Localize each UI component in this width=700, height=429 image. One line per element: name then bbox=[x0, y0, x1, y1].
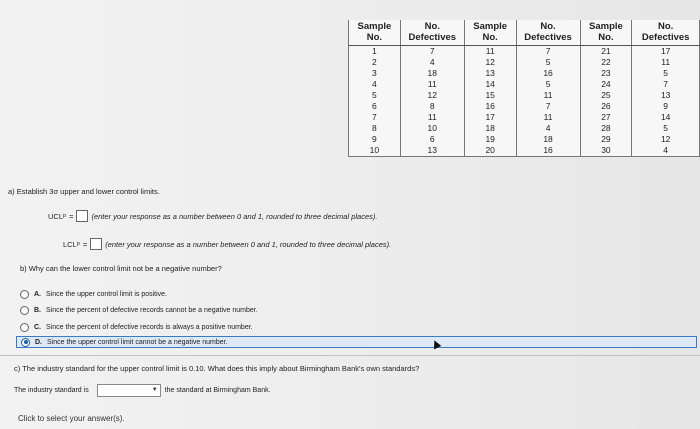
column-header: Sample No. bbox=[464, 20, 516, 46]
table-cell: 9 bbox=[349, 134, 401, 145]
table-cell: 6 bbox=[349, 101, 401, 112]
table-cell: 18 bbox=[543, 134, 553, 144]
ucl-row bbox=[48, 210, 377, 222]
option-text: Since the percent of defective records cannot be a negative number. bbox=[46, 306, 258, 314]
table-row bbox=[349, 101, 700, 112]
table-cell: 26 bbox=[580, 101, 632, 112]
table-row bbox=[349, 57, 700, 68]
table-cell: 12 bbox=[427, 90, 438, 100]
ucl-answer-input[interactable] bbox=[76, 210, 88, 222]
table-cell: 5 bbox=[545, 79, 551, 89]
table-cell: 5 bbox=[632, 123, 700, 134]
ucl-hint: (enter your response as a number between 0 and 1, rounded to three decimal places). bbox=[91, 211, 378, 221]
table-header-row bbox=[349, 20, 700, 46]
option-text: Since the percent of defective records is always a positive number. bbox=[46, 323, 253, 331]
table-cell: 4 bbox=[429, 57, 435, 67]
table-cell: 25 bbox=[580, 90, 632, 101]
table-cell: 22 bbox=[580, 57, 632, 68]
table-cell: 11 bbox=[427, 79, 437, 89]
table-cell: 13 bbox=[632, 90, 700, 101]
table-cell: 8 bbox=[429, 101, 435, 111]
table-cell: 20 bbox=[464, 145, 516, 157]
table-cell: 21 bbox=[580, 46, 632, 58]
table-row bbox=[349, 68, 700, 79]
table-cell: 7 bbox=[632, 79, 700, 90]
table-cell: 18 bbox=[427, 68, 438, 78]
table-cell: 3 bbox=[349, 68, 401, 79]
comparison-dropdown[interactable] bbox=[97, 384, 161, 397]
table-cell: 4 bbox=[545, 123, 551, 133]
option-a[interactable] bbox=[20, 288, 697, 300]
click-hint: Click to select your answer(s). bbox=[18, 414, 125, 423]
standard-prefix: The industry standard is bbox=[14, 387, 89, 394]
table-cell: 15 bbox=[464, 90, 516, 101]
lcl-row bbox=[63, 238, 391, 250]
standard-suffix: the standard at Birmingham Bank. bbox=[164, 387, 271, 394]
table-cell: 7 bbox=[429, 46, 435, 56]
table-cell: 17 bbox=[632, 46, 700, 58]
table-cell: 6 bbox=[429, 134, 435, 144]
option-c[interactable] bbox=[20, 321, 697, 333]
table-cell: 10 bbox=[427, 123, 438, 133]
part-c-prompt: c) The industry standard for the upper control limit is 0.10. What does this imply about Birmingham Bank's own standards? bbox=[14, 364, 420, 373]
option-letter: A. bbox=[34, 290, 41, 298]
table-cell: 10 bbox=[349, 145, 401, 157]
table-cell: 11 bbox=[543, 90, 553, 100]
table-cell: 5 bbox=[545, 57, 551, 67]
table-cell: 12 bbox=[632, 134, 700, 145]
table-cell: 5 bbox=[349, 90, 401, 101]
column-header: No. Defectives bbox=[632, 20, 700, 46]
option-letter: B. bbox=[34, 306, 41, 314]
table-cell: 7 bbox=[545, 101, 551, 111]
lcl-subscript: p bbox=[76, 241, 80, 247]
table-cell: 28 bbox=[580, 123, 632, 134]
industry-standard-row bbox=[14, 384, 271, 397]
radio-icon[interactable] bbox=[20, 323, 29, 332]
table-cell: 23 bbox=[580, 68, 632, 79]
ucl-label: UCL bbox=[48, 211, 64, 221]
table-cell: 30 bbox=[580, 145, 632, 157]
table-cell: 11 bbox=[543, 112, 553, 122]
column-header: Sample No. bbox=[580, 20, 632, 46]
table-cell: 4 bbox=[632, 145, 700, 157]
table-cell: 24 bbox=[580, 79, 632, 90]
table-cell: 11 bbox=[632, 57, 700, 68]
ucl-equals: = bbox=[69, 211, 74, 221]
lcl-answer-input[interactable] bbox=[90, 238, 102, 250]
table-cell: 11 bbox=[427, 112, 437, 122]
table-cell: 8 bbox=[349, 123, 401, 134]
table-cell: 16 bbox=[516, 145, 580, 157]
section-divider bbox=[0, 355, 700, 356]
table-cell: 17 bbox=[464, 112, 516, 123]
table-cell: 16 bbox=[464, 101, 516, 112]
table-cell: 18 bbox=[464, 123, 516, 134]
table-cell: 2 bbox=[349, 57, 401, 68]
lcl-equals: = bbox=[82, 239, 88, 249]
table-row bbox=[349, 123, 700, 134]
table-cell: 11 bbox=[464, 46, 516, 58]
radio-icon[interactable] bbox=[20, 290, 29, 299]
table-cell: 13 bbox=[400, 145, 464, 157]
table-row bbox=[349, 90, 700, 101]
part-b-prompt: b) Why can the lower control limit not be a negative number? bbox=[20, 264, 222, 273]
option-text: Since the upper control limit is positive. bbox=[46, 290, 167, 298]
column-header: Sample No. bbox=[349, 20, 401, 46]
lcl-hint: (enter your response as a number between 0 and 1, rounded to three decimal places). bbox=[105, 239, 392, 249]
option-b[interactable] bbox=[20, 304, 697, 316]
option-d[interactable] bbox=[16, 336, 697, 348]
part-a-prompt: a) Establish 3σ upper and lower control limits. bbox=[8, 187, 160, 196]
table-row bbox=[349, 145, 700, 157]
lcl-label: LCL bbox=[63, 239, 77, 249]
table-row bbox=[349, 134, 700, 145]
table-row bbox=[349, 112, 700, 123]
column-header: No. Defectives bbox=[400, 20, 464, 46]
table-body bbox=[349, 46, 700, 157]
ucl-subscript: p bbox=[63, 213, 67, 219]
table-row bbox=[349, 79, 700, 90]
table-cell: 7 bbox=[349, 112, 401, 123]
table-cell: 13 bbox=[464, 68, 516, 79]
table-cell: 1 bbox=[349, 46, 401, 58]
table-cell: 29 bbox=[580, 134, 632, 145]
option-text: Since the upper control limit cannot be a negative number. bbox=[47, 338, 228, 346]
table-cell: 19 bbox=[464, 134, 516, 145]
column-header: No. Defectives bbox=[516, 20, 580, 46]
table-cell: 4 bbox=[349, 79, 401, 90]
defectives-table bbox=[348, 20, 700, 157]
table-cell: 16 bbox=[543, 68, 553, 78]
table-cell: 14 bbox=[464, 79, 516, 90]
table-cell: 7 bbox=[545, 46, 551, 56]
option-letter: C. bbox=[34, 323, 41, 331]
table-cell: 9 bbox=[632, 101, 700, 112]
radio-icon[interactable] bbox=[20, 306, 29, 315]
caret-down-icon[interactable]: ▼ bbox=[151, 387, 158, 393]
table-row bbox=[349, 46, 700, 58]
radio-selected-icon[interactable] bbox=[21, 338, 30, 347]
table-cell: 14 bbox=[632, 112, 700, 123]
table-cell: 5 bbox=[632, 68, 700, 79]
option-letter: D. bbox=[35, 338, 42, 346]
table-cell: 12 bbox=[464, 57, 516, 68]
table-cell: 27 bbox=[580, 112, 632, 123]
